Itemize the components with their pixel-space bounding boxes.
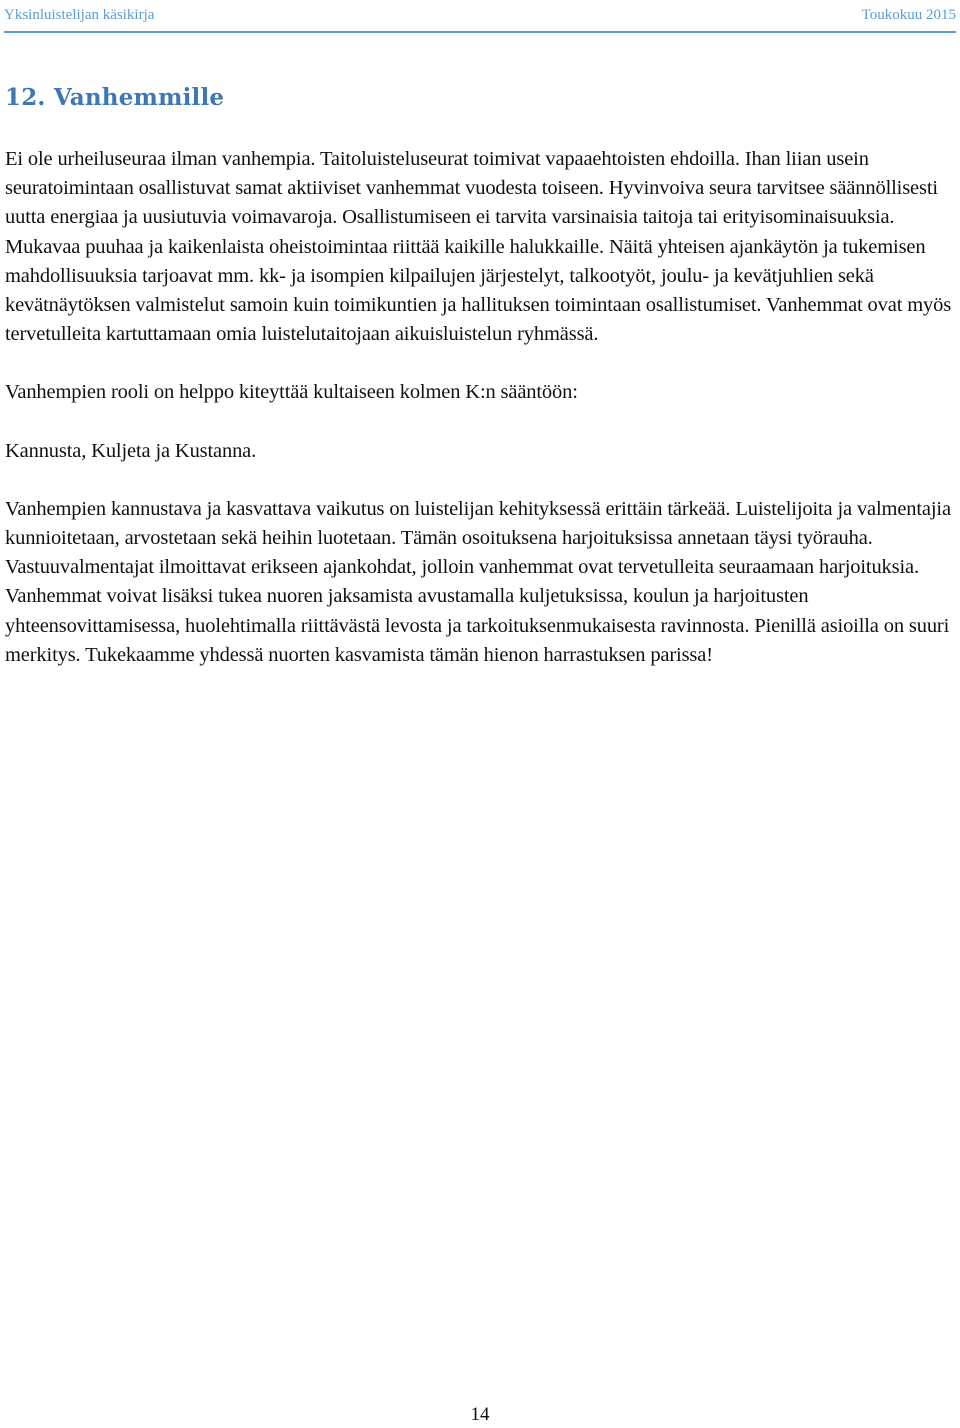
header-date: Toukokuu 2015 — [861, 6, 956, 23]
paragraph-role: Vanhempien rooli on helppo kiteyttää kultaiseen kolmen K:n sääntöön: — [5, 381, 578, 404]
paragraph-support: Vanhempien kannustava ja kasvattava vaikutus on luistelijan kehityksessä erittäin tärkeää. Luistelijoita ja valmentajia kunnioitetaan, arvostetaan sekä heihin luotetaan. Tämän osoituksena harjoituksissa annetaan täysi työrauha. Vastuuvalmentajat ilmoittavat erikseen ajankohdat, jolloin vanhemmat ovat tervetulleita seuraamaan harjoituksia. Vanhemmat voivat lisäksi tukea nuoren jaksamista avustamalla kuljetuksissa, koulun ja harjoitusten yhteensovittamisessa, huolehtimalla riittävästä levosta ja tarkoituksenmukaisesta ravinnosta. Pienillä asioilla on suuri merkitys. Tukekaamme yhdessä nuorten kasvamista tämän hienon harrastuksen parissa! — [5, 497, 951, 666]
header-divider — [4, 31, 956, 33]
page-number: 14 — [470, 1404, 490, 1425]
paragraph-rule: Kannusta, Kuljeta ja Kustanna. — [5, 439, 257, 462]
page-content — [5, 84, 955, 670]
paragraph-intro: Ei ole urheiluseuraa ilman vanhempia. Taitoluisteluseurat toimivat vapaaehtoisten ehdoilla. Ihan liian usein seuratoimintaan osallistuvat samat aktiiviset vanhemmat vuodesta toiseen. Hyvinvoiva seura tarvitsee säännöllisesti uutta energiaa ja uusiutuvia voimavaroja. Osallistumiseen ei tarvita varsinaisia taitoja tai erityisominaisuuksia. Mukavaa puuhaa ja kaikenlaista oheistoimintaa riittää kaikille halukkaille. Näitä yhteisen ajankäytön ja tukemisen mahdollisuuksia tarjoavat mm. kk- ja isompien kilpailujen järjestelyt, talkootyöt, joulu- ja kevätjuhlien sekä kevätnäytöksen valmistelut samoin kuin toimikuntien ja hallituksen toimintaan osallistumiset. Vanhemmat ovat myös tervetulleita kartuttamaan omia luistelutaitojaan aikuisluistelun ryhmässä. — [5, 148, 952, 346]
header-document-title: Yksinluistelijan käsikirja — [4, 6, 155, 23]
section-title: 12. Vanhemmille — [5, 84, 225, 111]
page-header — [4, 4, 956, 26]
